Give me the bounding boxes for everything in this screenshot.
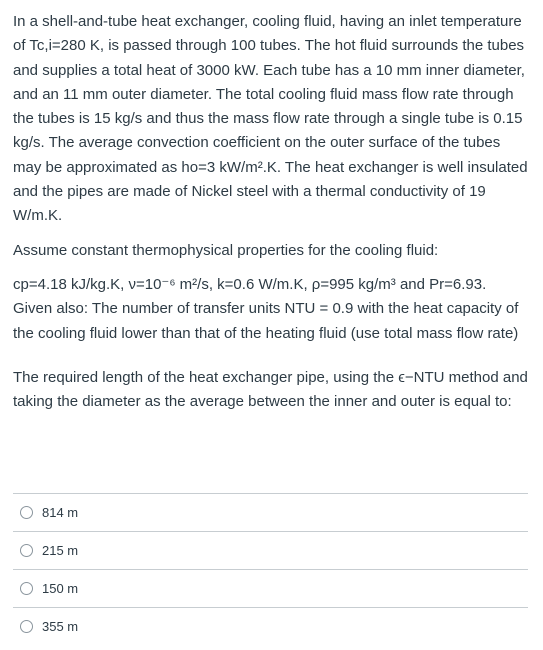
question-stem xyxy=(13,10,528,414)
answer-label: 355 m xyxy=(42,619,79,634)
radio-button[interactable] xyxy=(20,544,33,557)
answer-label: 814 m xyxy=(42,505,79,520)
answer-label: 150 m xyxy=(42,581,79,596)
radio-button[interactable] xyxy=(20,582,33,595)
answer-list xyxy=(13,493,528,645)
radio-button[interactable] xyxy=(20,620,33,633)
answer-option-4[interactable] xyxy=(13,607,528,645)
radio-button[interactable] xyxy=(20,506,33,519)
question-paragraph-4: The required length of the heat exchanger pipe, using the ϵ−NTU method and taking the diameter as the average between the inner and outer is equal to: xyxy=(13,368,528,411)
answer-label: 215 m xyxy=(42,543,79,558)
answer-option-1[interactable] xyxy=(13,493,528,531)
answer-option-3[interactable] xyxy=(13,569,528,607)
question-paragraph-1: In a shell-and-tube heat exchanger, cooling fluid, having an inlet temperature of Tc,i=280 K, is passed through 100 tubes. The hot fluid surrounds the tubes and supplies a total heat of 3000 kW. Each tube has a 10 mm inner diameter, and an 11 mm outer diameter. The total cooling fluid mass flow rate through the tubes is 15 kg/s and thus the mass flow rate through a single tube is 0.15 kg/s. The average convection coefficient on the outer surface of the tubes may be approximated as ho=3 kW/m².K. The heat exchanger is well insulated and the pipes are made of Nickel steel with a thermal conductivity of 19 W/m.K. xyxy=(13,13,528,225)
question-paragraph-2: Assume constant thermophysical properties for the cooling fluid: xyxy=(13,241,439,259)
question-paragraph-3: cp=4.18 kJ/kg.K, ν=10⁻⁶ m²/s, k=0.6 W/m.K, ρ=995 kg/m³ and Pr=6.93. Given also: The number of transfer units NTU = 0.9 with the heat capacity of the cooling fluid lower than that of the heating fluid (use total mass flow rate) xyxy=(13,275,519,342)
answer-option-2[interactable] xyxy=(13,531,528,569)
